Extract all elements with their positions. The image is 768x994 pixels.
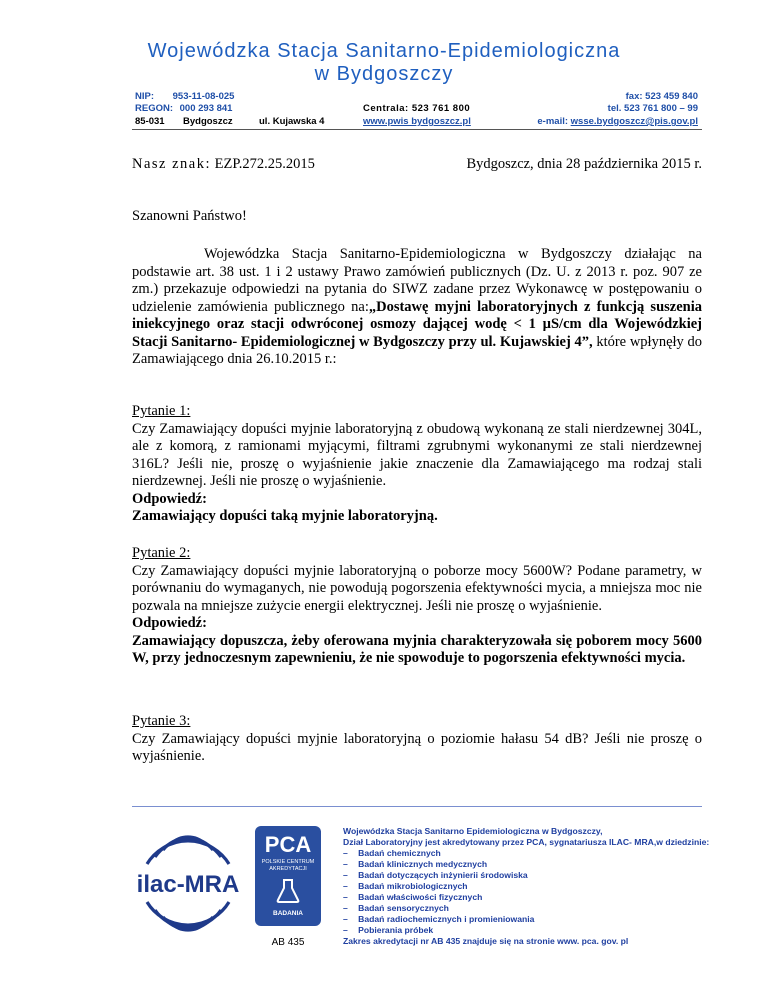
accreditation-field: – Badań radiochemicznych i promieniowania bbox=[343, 914, 713, 925]
ilac-mra-globe-icon bbox=[133, 824, 243, 944]
reference-label: Nasz znak: bbox=[132, 156, 212, 172]
ilac-mra-text: ilac-MRA bbox=[136, 871, 240, 898]
question-2-text: Czy Zamawiający dopuści myjnie laboratoryjną o poborze mocy 5600W? Podane parametry, w porównaniu do wymaganych, nie powodują pogorszenia efektywności mycia, a mniejsza moc nie pozwala na mniejsze zużycie energii elektrycznej. Jeśli nie proszę o wyjaśnienie. bbox=[132, 562, 702, 614]
question-2-label: Pytanie 2: bbox=[132, 545, 191, 561]
accreditation-field: – Badań sensorycznych bbox=[343, 903, 713, 914]
tel-number: tel. 523 761 800 – 99 bbox=[607, 103, 698, 114]
question-2-block bbox=[132, 545, 702, 668]
pca-name-line1: POLSKIE CENTRUM bbox=[261, 859, 315, 865]
intro-text: Wojewódzka Stacja Sanitarno-Epidemiologiczna w Bydgoszczy działając na podstawie art. 38 ust. 1 i 2 ustawy Prawo zamówień publicznych (Dz. U. z 2013 r. poz. 907 ze zm.) przekazuje odpowiedzi na pytania do SIWZ zadane przez Wykonawcę w postępowaniu o udzielenie zamówienia publicznego na: bbox=[132, 246, 702, 315]
institution-title-line2: w Bydgoszczy bbox=[314, 63, 454, 85]
question-3-block bbox=[132, 713, 702, 766]
question-3-label: Pytanie 3: bbox=[132, 713, 191, 729]
pca-badania: BADANIA bbox=[273, 910, 303, 917]
central-phone: Centrala: 523 761 800 bbox=[363, 103, 471, 114]
lab-accreditation: Dział Laboratoryjny jest akredytowany przez PCA, sygnatariusza ILAC- MRA,w dziedzinie: bbox=[343, 837, 710, 847]
reference-value: EZP.272.25.2015 bbox=[214, 156, 315, 172]
regon-value: 000 293 841 bbox=[179, 103, 233, 114]
regon-label: REGON: bbox=[135, 103, 173, 114]
regon-row bbox=[135, 102, 232, 115]
accreditation-field: – Badań chemicznych bbox=[343, 848, 713, 859]
pca-name bbox=[255, 859, 321, 873]
answer-2-text: Zamawiający dopuszcza, żeby oferowana myjnia charakteryzowała się poborem mocy 5600 W, przy jednoczesnym zapewnieniu, że nie spowoduje to pogorszenia efektywności mycia. bbox=[132, 632, 702, 666]
pca-logo-text: PCA bbox=[264, 832, 312, 857]
flask-icon bbox=[276, 878, 300, 904]
city: Bydgoszcz bbox=[183, 116, 233, 127]
ilac-mra-logo bbox=[133, 824, 243, 944]
intro-paragraph bbox=[132, 246, 702, 369]
pca-name-line2: AKREDYTACJI bbox=[269, 866, 307, 872]
ab-number: AB 435 bbox=[271, 937, 305, 948]
nip-label: NIP: bbox=[135, 91, 154, 102]
accreditation-field: – Badań klinicznych medycznych bbox=[343, 859, 713, 870]
institution-title-line1: Wojewódzka Stacja Sanitarno-Epidemiologiczna bbox=[147, 40, 621, 62]
accreditation-scope: Zakres akredytacji nr AB 435 znajduje się na stronie www. pca. gov. pl bbox=[343, 936, 629, 946]
accreditation-info bbox=[343, 826, 713, 947]
question-1-label: Pytanie 1: bbox=[132, 403, 191, 419]
accreditation-field: – Pobierania próbek bbox=[343, 925, 713, 936]
accreditation-field: – Badań dotyczących inżynierii środowiska bbox=[343, 870, 713, 881]
answer-2-label: Odpowiedź: bbox=[132, 615, 207, 631]
footer-divider bbox=[132, 806, 702, 807]
website-link[interactable]: www.pwis bydgoszcz.pl bbox=[363, 116, 471, 127]
accreditation-fields bbox=[343, 848, 713, 936]
intro-tail: które wpłynęły do Zamawiającego dnia 26.10.2015 r.: bbox=[132, 333, 702, 367]
street-address: ul. Kujawska 4 bbox=[259, 116, 325, 127]
fax-number: fax: 523 459 840 bbox=[625, 91, 698, 102]
email-link[interactable]: wsse.bydgoszcz@pis.gov.pl bbox=[570, 116, 698, 127]
accreditation-field: – Badań właściwości fizycznych bbox=[343, 892, 713, 903]
question-3-text: Czy Zamawiający dopuści myjnie laboratoryjną o poziomie hałasu 54 dB? Jeśli nie proszę o wyjaśnienie. bbox=[132, 730, 702, 764]
accreditation-field: – Badań mikrobiologicznych bbox=[343, 881, 713, 892]
salutation: Szanowni Państwo! bbox=[132, 208, 247, 224]
place-and-date: Bydgoszcz, dnia 28 października 2015 r. bbox=[466, 156, 702, 172]
pca-logo bbox=[255, 826, 321, 926]
header-divider bbox=[132, 129, 702, 130]
reference-number bbox=[132, 155, 315, 173]
postal-code: 85-031 bbox=[135, 116, 165, 127]
email-label: e-mail: bbox=[537, 116, 569, 127]
nip-value: 953-11-08-025 bbox=[172, 91, 235, 102]
answer-1-text: Zamawiający dopuści taką myjnie laboratoryjną. bbox=[132, 508, 438, 524]
email-row bbox=[537, 115, 698, 128]
answer-1-label: Odpowiedź: bbox=[132, 490, 207, 507]
question-1-text: Czy Zamawiający dopuści myjnie laboratoryjną z obudową wykonaną ze stali nierdzewnej 304L, ale z komorą, z ramionami myjącymi, filtrami zgrubnymi wykonanymi ze stali nierdzewnej 316L? Jeśli nie, proszę o wyjaśnienie jakie znaczenie dla Zamawiającego ma rodzaj stali nierdzewnej. Jeśli nie proszę o wyjaśnienie. bbox=[132, 420, 702, 489]
org-name: Wojewódzka Stacja Sanitarno Epidemiologiczna w Bydgoszczy, bbox=[343, 826, 603, 836]
question-1-block bbox=[132, 403, 702, 526]
tender-subject: „Dostawę myjni laboratoryjnych z funkcją suszenia iniekcyjnego oraz stacji odwróconej osmozy dającej wodę < 1 µS/cm dla Wojewódzkiej Stacji Sanitarno- Epidemiologicznej w Bydgoszczy przy ul. Kujawskiej 4”, bbox=[132, 298, 702, 350]
